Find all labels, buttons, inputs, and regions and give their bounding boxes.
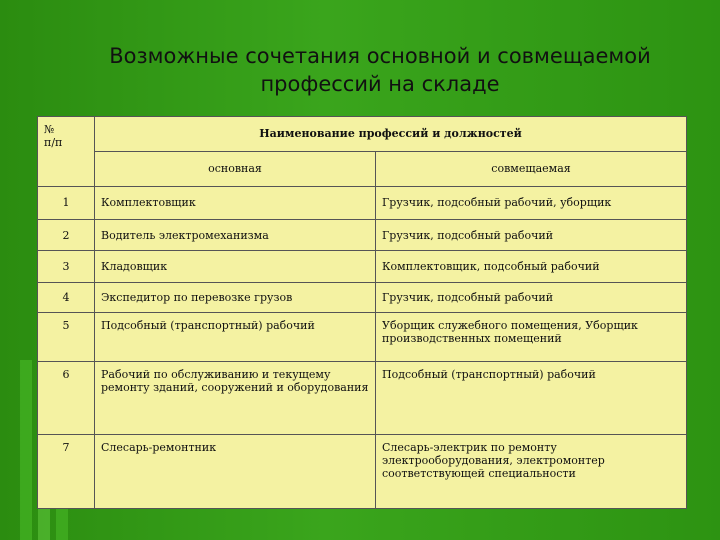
row-main: Слесарь-ремонтник	[95, 435, 376, 509]
row-combined: Уборщик служебного помещения, Уборщик производственных помещений	[376, 313, 687, 361]
row-number: 5	[38, 313, 95, 361]
header-group: Наименование профессий и должностей	[95, 117, 687, 152]
row-combined: Грузчик, подсобный рабочий	[376, 282, 687, 313]
row-number: 4	[38, 282, 95, 313]
table-row	[38, 313, 687, 361]
header-row	[38, 117, 687, 152]
table-row	[38, 435, 687, 509]
row-number: 1	[38, 186, 95, 220]
row-main: Рабочий по обслуживанию и текущему ремонту зданий, сооружений и оборудования	[95, 361, 376, 435]
table-row	[38, 220, 687, 251]
row-main: Экспедитор по перевозке грузов	[95, 282, 376, 313]
table-row	[38, 186, 687, 220]
row-number: 7	[38, 435, 95, 509]
table-row	[38, 251, 687, 283]
row-main: Комплектовщик	[95, 186, 376, 220]
header-main: основная	[95, 151, 376, 186]
title-line-1: Возможные сочетания основной и совмещаемой	[109, 44, 651, 68]
subheader-row	[38, 151, 687, 186]
row-main: Водитель электромеханизма	[95, 220, 376, 251]
row-combined: Грузчик, подсобный рабочий	[376, 220, 687, 251]
slide-title	[60, 42, 700, 98]
table-row	[38, 361, 687, 435]
row-combined: Слесарь-электрик по ремонту электрооборудования, электромонтер соответствующей специальности	[376, 435, 687, 509]
row-number: 2	[38, 220, 95, 251]
professions-table	[37, 116, 687, 509]
title-line-2: профессий на складе	[260, 72, 500, 96]
decorative-stripe	[20, 360, 32, 540]
row-main: Подсобный (транспортный) рабочий	[95, 313, 376, 361]
header-number: № п/п	[38, 117, 95, 187]
row-combined: Комплектовщик, подсобный рабочий	[376, 251, 687, 283]
row-number: 3	[38, 251, 95, 283]
row-main: Кладовщик	[95, 251, 376, 283]
row-combined: Подсобный (транспортный) рабочий	[376, 361, 687, 435]
row-number: 6	[38, 361, 95, 435]
header-combined: совмещаемая	[376, 151, 687, 186]
row-combined: Грузчик, подсобный рабочий, уборщик	[376, 186, 687, 220]
table-row	[38, 282, 687, 313]
